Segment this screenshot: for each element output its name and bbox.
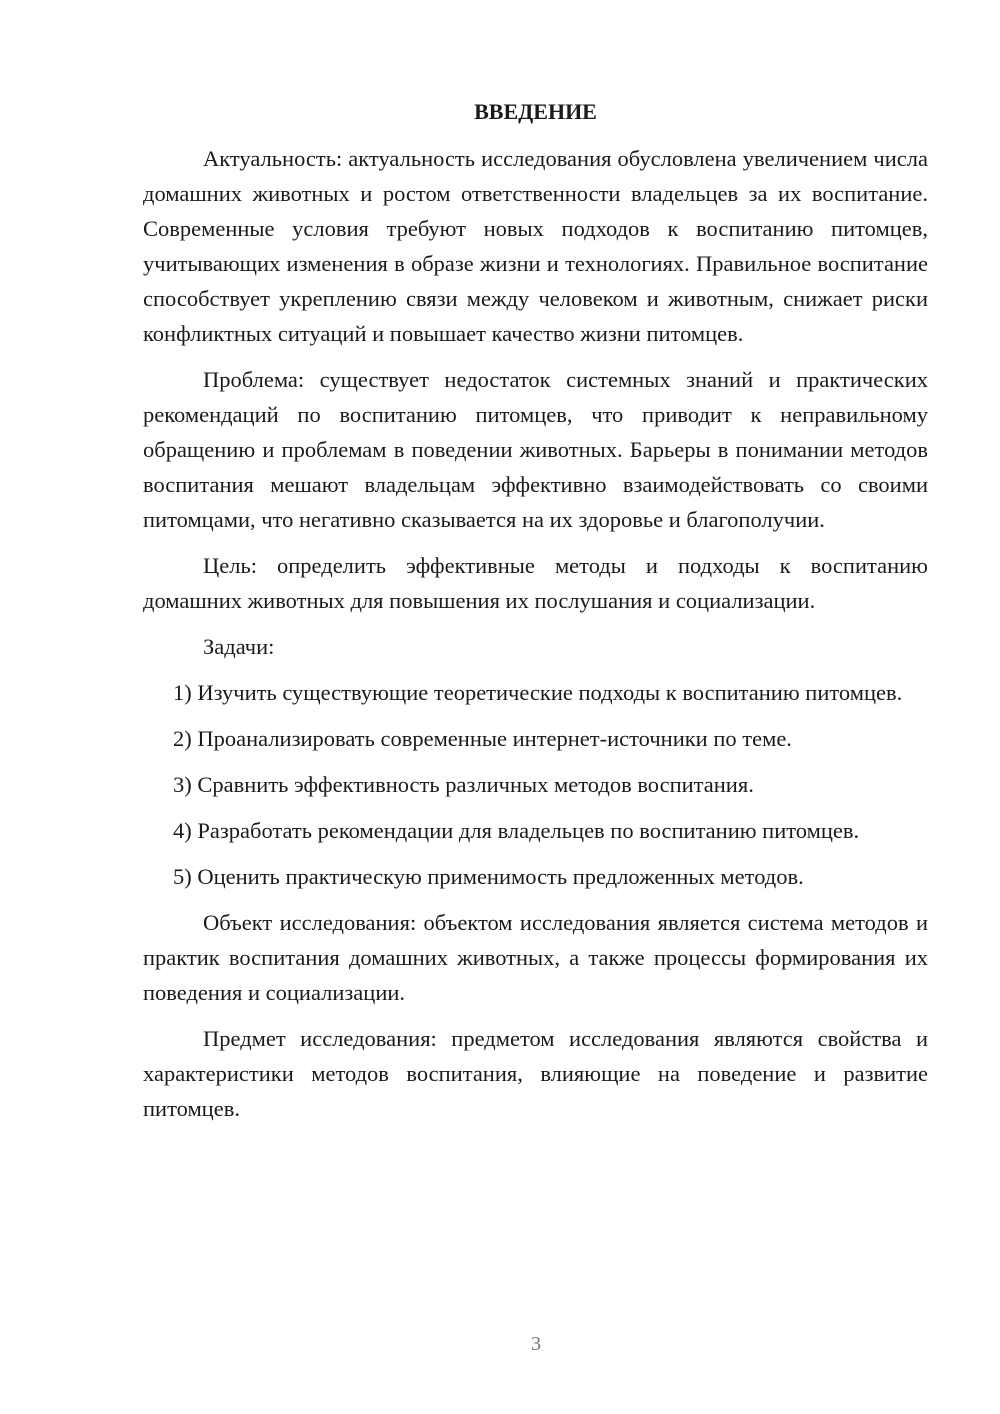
page-number: 3 — [531, 1333, 541, 1355]
task-item-1: 1) Изучить существующие теоретические подходы к воспитанию питомцев. — [173, 680, 903, 705]
relevance-paragraph: Актуальность: актуальность исследования обусловлена увеличением числа домашних животных и ростом ответственности владельцев за их воспитание. Современные условия требуют новых подходов к воспитанию питомцев, учитывающих изменения в образе жизни и технологиях. Правильное воспитание способствует укреплению связи между человеком и животным, снижает риски конфликтных ситуаций и повышает качество жизни питомцев. — [143, 146, 928, 346]
task-item-4: 4) Разработать рекомендации для владельцев по воспитанию питомцев. — [173, 818, 860, 843]
problem-paragraph: Проблема: существует недостаток системных знаний и практических рекомендаций по воспитанию питомцев, что приводит к неправильному обращению и проблемам в поведении животных. Барьеры в понимании методов воспитания мешают владельцам эффективно взаимодействовать со своими питомцами, что негативно сказывается на их здоровье и благополучии. — [143, 367, 928, 532]
page-content — [143, 94, 928, 1126]
subject-paragraph: Предмет исследования: предметом исследования являются свойства и характеристики методов воспитания, влияющие на поведение и развитие питомцев. — [143, 1026, 928, 1121]
goal-paragraph: Цель: определить эффективные методы и подходы к воспитанию домашних животных для повышения их послушания и социализации. — [143, 553, 928, 613]
task-item-5: 5) Оценить практическую применимость предложенных методов. — [173, 864, 804, 889]
section-title: ВВЕДЕНИЕ — [474, 99, 597, 124]
task-item-2: 2) Проанализировать современные интернет-источники по теме. — [173, 726, 792, 751]
task-item-3: 3) Сравнить эффективность различных методов воспитания. — [173, 772, 754, 797]
tasks-heading: Задачи: — [203, 634, 275, 659]
object-paragraph: Объект исследования: объектом исследования является система методов и практик воспитания домашних животных, а также процессы формирования их поведения и социализации. — [143, 910, 928, 1005]
